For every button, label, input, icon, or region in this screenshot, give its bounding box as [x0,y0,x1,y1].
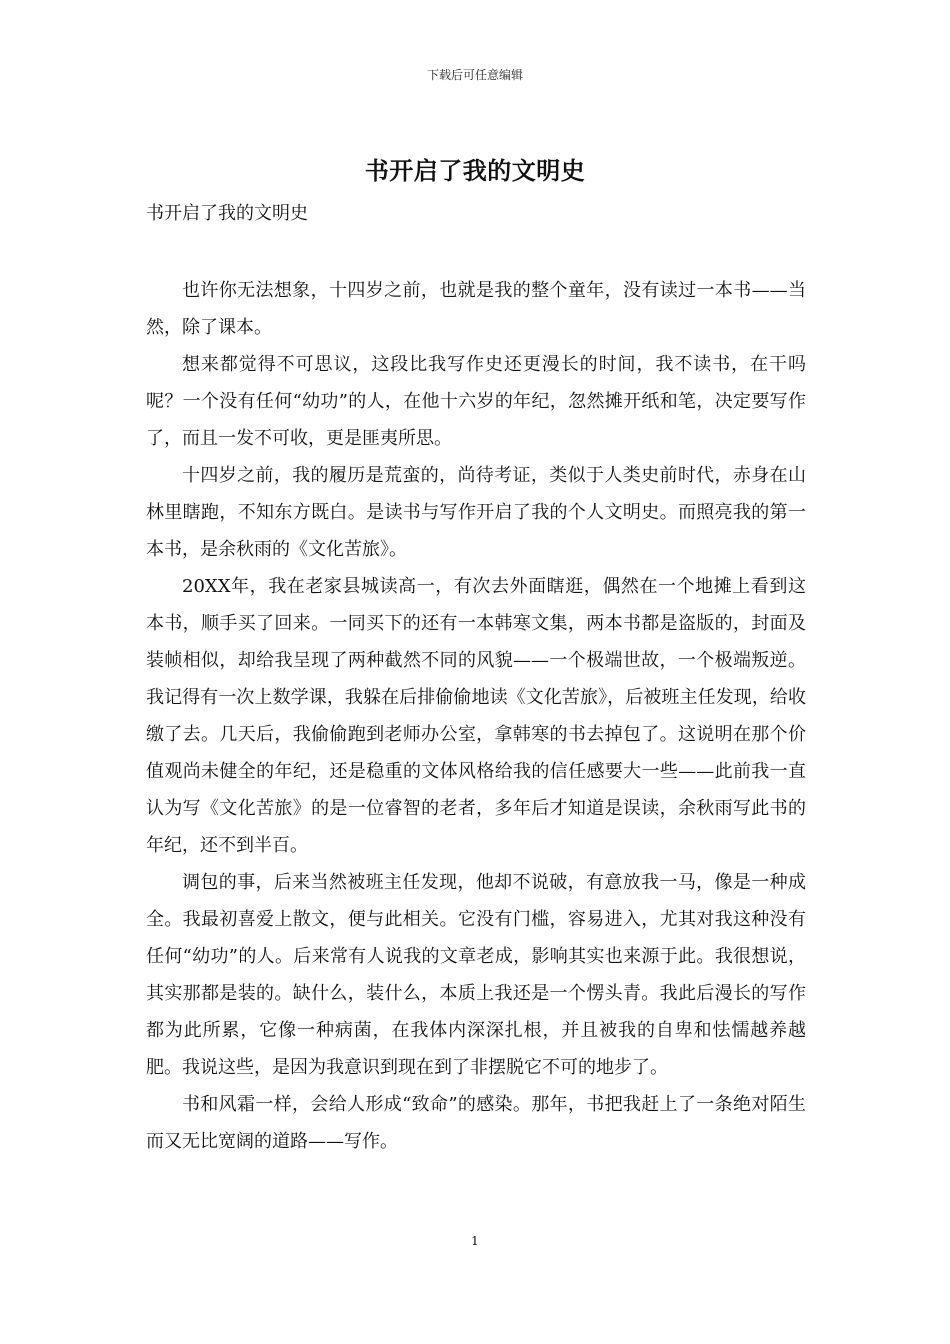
paragraph: 也许你无法想象，十四岁之前，也就是我的整个童年，没有读过一本书——当然，除了课本。 [146,280,806,338]
paragraph: 书和风霜一样，会给人形成“致命”的感染。那年，书把我赶上了一条绝对陌生而又无比宽阔的道路——写作。 [146,1094,806,1152]
page-header-note: 下载后可任意编辑 [426,68,523,82]
page-number: 1 [471,1234,479,1248]
paragraph: 想来都觉得不可思议，这段比我写作史还更漫长的时间，我不读书，在干吗呢？一个没有任何“幼功”的人，在他十六岁的年纪，忽然摊开纸和笔，决定要写作了，而且一发不可收，更是匪夷所思。 [146,354,806,449]
paragraph: 20XX年，我在老家县城读高一，有次去外面瞎逛，偶然在一个地摊上看到这本书，顺手买了回来。一同买下的还有一本韩寒文集，两本书都是盗版的，封面及装帧相似，却给我呈现了两种截然不同的风貌——一个极端世故，一个极端叛逆。我记得有一次上数学课，我躲在后排偷偷地读《文化苦旅》，后被班主任发现，给收缴了去。几天后，我偷偷跑到老师办公室，拿韩寒的书去掉包了。这说明在那个价值观尚未健全的年纪，还是稳重的文体风格给我的信任感要大一些——此前我一直认为写《文化苦旅》的是一位睿智的老者，多年后才知道是误读，余秋雨写此书的年纪，还不到半百。 [146,576,806,856]
paragraph: 十四岁之前，我的履历是荒蛮的，尚待考证，类似于人类史前时代，赤身在山林里瞎跑，不知东方既白。是读书与写作开启了我的个人文明史。而照亮我的第一本书，是余秋雨的《文化苦旅》。 [146,465,806,560]
document-body [146,272,806,1160]
paragraph: 调包的事，后来当然被班主任发现，他却不说破，有意放我一马，像是一种成全。我最初喜爱上散文，便与此相关。它没有门槛，容易进入，尤其对我这种没有任何“幼功”的人。后来常有人说我的文章老成，影响其实也来源于此。我很想说，其实那都是装的。缺什么，装什么，本质上我还是一个愣头青。我此后漫长的写作都为此所累，它像一种病菌，在我体内深深扎根，并且被我的自卑和怯懦越养越肥。我说这些，是因为我意识到现在到了非摆脱它不可的地步了。 [146,872,806,1078]
document-subtitle: 书开启了我的文明史 [146,203,308,224]
document-title: 书开启了我的文明史 [364,156,586,185]
